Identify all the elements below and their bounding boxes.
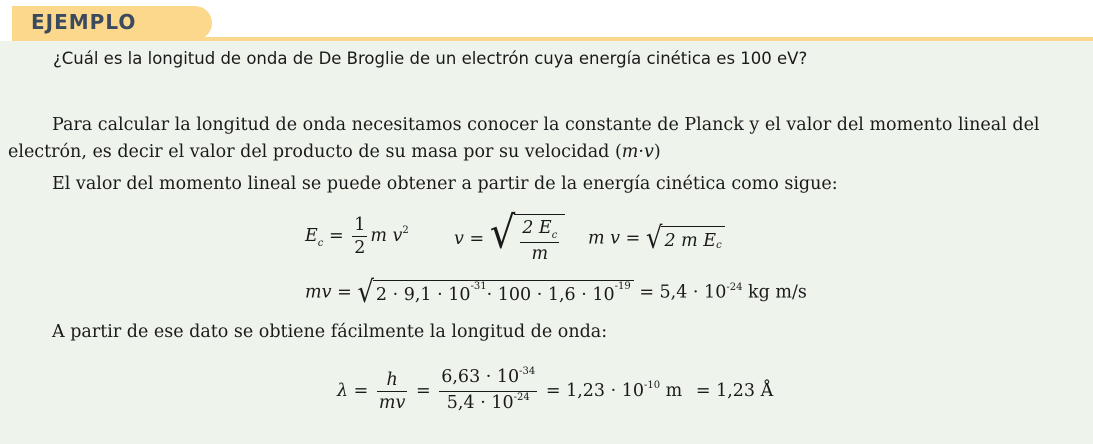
- ec-exponent: 2: [402, 225, 409, 236]
- lambda-result-meters: = 1,23 · 10: [545, 381, 644, 401]
- calc-exponent-a: -31: [470, 281, 487, 292]
- mv-symbol: m v: [588, 228, 621, 249]
- calc-unit: kg m/s: [742, 282, 807, 303]
- v-equals: =: [469, 229, 485, 249]
- formula-momentum: [588, 221, 725, 257]
- ec-numerator: 1: [354, 215, 366, 235]
- mv-radicand: 2 m E: [664, 230, 717, 251]
- calc-symbol: mv: [305, 282, 332, 303]
- paragraph-intro: [8, 112, 1086, 166]
- calc-radical-sign: √: [357, 275, 374, 311]
- lambda-numerator-h: h: [377, 369, 407, 392]
- mv-radical-sign: √: [645, 221, 663, 257]
- formula-momentum-calc: [305, 275, 807, 311]
- momentum-symbol: m·v: [621, 142, 654, 162]
- ec-fraction: [352, 214, 367, 259]
- calc-root: [357, 275, 633, 311]
- ec-subscript: c: [317, 238, 324, 249]
- formula-wavelength: [337, 366, 773, 417]
- mv-equals: =: [625, 228, 641, 249]
- paragraph-intro-text: Para calcular la longitud de onda necesitamos conocer la constante de Planck y el valor del momento lineal del electrón, es decir el valor del producto de su masa por su velocidad (: [8, 115, 1040, 162]
- v-denominator: m: [531, 244, 549, 264]
- header-rule: [12, 37, 1093, 41]
- calc-result: = 5,4 · 10: [639, 282, 727, 303]
- ec-rhs: m v: [370, 226, 403, 246]
- calc-exponent-b: -19: [614, 281, 631, 292]
- formula-velocity: [454, 208, 565, 265]
- lambda-equals-1: =: [353, 381, 369, 401]
- formula-kinetic-energy: [305, 214, 409, 259]
- lambda-denominator-exponent: -24: [513, 392, 530, 403]
- v-root: [489, 208, 566, 265]
- lambda-numerator-exponent: -34: [519, 366, 536, 377]
- v-radical-sign: √: [489, 208, 516, 259]
- lambda-result-angstrom: = 1,23 Å: [695, 381, 774, 401]
- ec-equals: =: [328, 226, 344, 246]
- calc-radicand-a: 2 · 9,1 · 10: [375, 284, 471, 305]
- lambda-denominator-value: 5,4 · 10: [446, 393, 514, 413]
- ec-denominator: 2: [354, 238, 366, 258]
- question-text: ¿Cuál es la longitud de onda de De Broglie de un electrón cuya energía cinética es 100 eV?: [53, 49, 808, 68]
- lambda-symbol: λ: [337, 381, 349, 401]
- mv-radicand-subscript: c: [716, 240, 722, 251]
- lambda-result-exponent: -10: [644, 380, 661, 391]
- v-fraction: [520, 217, 559, 265]
- lambda-numerator-value: 6,63 · 10: [441, 367, 520, 387]
- lambda-fraction-numeric: [439, 366, 537, 417]
- lambda-equals-2: =: [415, 381, 431, 401]
- calc-radicand-b: · 100 · 1,6 · 10: [486, 284, 615, 305]
- lambda-denominator-mv: mv: [378, 393, 406, 413]
- paragraph-wavelength: A partir de ese dato se obtiene fácilmente la longitud de onda:: [52, 322, 608, 342]
- paragraph-momentum: El valor del momento lineal se puede obtener a partir de la energía cinética como sigue:: [52, 174, 838, 194]
- lambda-unit-meters: m: [660, 381, 683, 401]
- paragraph-intro-close: ): [653, 142, 661, 162]
- calc-equals: =: [337, 282, 352, 303]
- v-numerator: 2 E: [522, 218, 552, 238]
- v-numerator-subscript: c: [551, 230, 558, 241]
- lambda-fraction-symbolic: [377, 369, 407, 414]
- v-symbol: v: [454, 229, 464, 249]
- ec-symbol: E: [305, 226, 318, 246]
- example-heading: EJEMPLO: [31, 10, 137, 34]
- mv-root: [645, 221, 725, 257]
- calc-result-exponent: -24: [726, 281, 743, 293]
